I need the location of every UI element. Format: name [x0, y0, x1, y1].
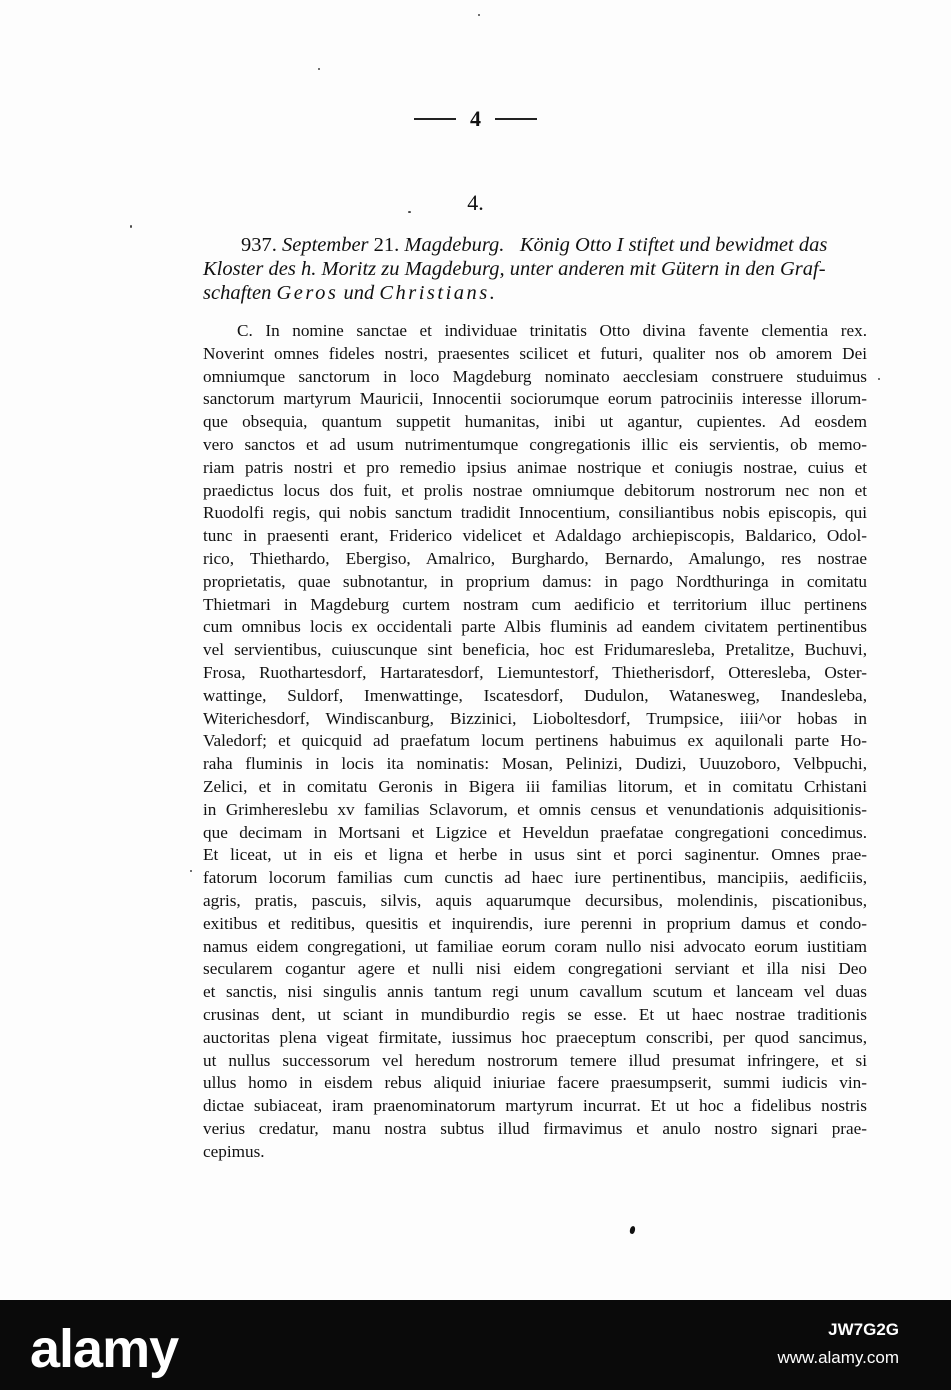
heading-summary-1: König Otto I stiftet und bewidmet das — [519, 234, 828, 256]
text-line: agris, pratis, pascuis, silvis, aquis aquarumque decursibus, molendinis, piscationibus, — [203, 890, 867, 910]
text-line: rico, Thiethardo, Ebergiso, Amalrico, Burghardo, Bernardo, Amalungo, res nostrae — [203, 548, 867, 568]
heading-line-1 — [203, 233, 867, 257]
text-line: cepimus. — [203, 1141, 265, 1161]
text-line: que decimam in Mortsani et Ligzice et Heveldun praefatae congregationi concedimus. — [203, 822, 867, 842]
text-line: proprietatis, quae subnotantur, in proprium damus: in pago Nordthuringa in comitatu — [203, 571, 867, 591]
text-line: dictae subiaceat, iram praenominatorum martyrum incurrat. Et ut hoc a fidelibus nostris — [203, 1096, 867, 1116]
stock-image-id: JW7G2G — [828, 1320, 899, 1339]
heading-day: 21. — [373, 234, 400, 256]
heading-line-2 — [203, 257, 867, 281]
text-line: et sanctis, nisi singulis annis tantum regi unum cavallum scutum et lanceam vel duas — [203, 982, 867, 1002]
text-line: omniumque sanctorum in loco Magdeburg nominato aecclesiam construere studuimus — [203, 366, 867, 386]
running-head — [0, 106, 951, 132]
text-line: C. In nomine sanctae et individuae trinitatis Otto divina favente clementia rex. — [237, 321, 867, 340]
text-line: vel servientibus, cuiuscunque sint beneficia, hoc est Fridumaresleba, Pretalitze, Buchuvi, — [203, 640, 867, 660]
heading-summary-3c: und — [343, 282, 375, 304]
heading-summary-2: Kloster des h. Moritz zu Magdeburg, unter anderen mit Gütern in den Graf- — [203, 258, 826, 280]
ink-mark — [629, 1225, 636, 1234]
heading-place: Magdeburg. — [404, 234, 505, 256]
scan-speck — [190, 870, 192, 872]
stock-url: www.alamy.com — [777, 1348, 899, 1367]
text-line: praedictus locus dos fuit, et prolis nostrae omniumque debitorum nostrorum nec non et — [203, 480, 867, 500]
text-line: tunc in praesenti erant, Friderico videlicet et Adaldago archiepiscopis, Baldarico, Odol- — [203, 526, 867, 546]
scan-speck — [878, 378, 880, 380]
heading-summary-3b: Geros — [276, 282, 339, 304]
text-line: Thietmari in Magdeburg curtem nostram cum aedificio et territorium illuc pertinens — [203, 594, 867, 614]
text-line: raha fluminis in locis ita nominatis: Mosan, Pelinizi, Dudizi, Uuuzoboro, Velbpuchi, — [203, 754, 867, 774]
text-line: secularem cogantur agere et nulli nisi eidem congregationi serviant et illa nisi Deo — [203, 959, 867, 979]
text-line: crusinas dent, ut sciant in mundiburdio regis se esse. Et ut haec nostrae traditionis — [203, 1004, 867, 1024]
text-line: fatorum locorum familias cum cunctis ad haec iure pertinentibus, mancipiis, aedificiis, — [203, 868, 867, 888]
text-line: auctoritas plena vigeat firmitate, iussimus hoc praeceptum conscribi, per quod sancimus, — [203, 1027, 867, 1047]
head-rule-right — [495, 118, 537, 120]
scan-speck — [130, 225, 132, 228]
text-line: Ruodolfi regis, qui nobis sanctum tradidit Innocentium, consiliantibus nobis episcopis, qui — [203, 503, 867, 523]
scan-speck — [478, 14, 480, 16]
watermark-bar — [0, 1300, 951, 1390]
scan-speck — [318, 68, 320, 70]
text-line: namus eidem congregationi, ut familiae eorum coram nullo nisi advocato eorum iustitiam — [203, 936, 867, 956]
text-line: que obsequia, quantum suppetit humanitas, inibi ut agantur, cupientes. Ad eosdem — [203, 412, 867, 432]
document-number: 4. — [467, 190, 484, 215]
heading-summary-3a: schaften — [203, 282, 272, 304]
text-line: cum omnibus locis ex occidentali parte Albis fluminis ad eandem civitatem pertinentibus — [203, 617, 867, 637]
head-rule-left — [414, 118, 456, 120]
text-line: ut nullus successorum vel heredum nostrorum temere illud presumat infringere, et si — [203, 1050, 867, 1070]
text-line: Noverint omnes fideles nostri, praesentes scilicet et futuri, qualiter nos ob amorem Dei — [203, 343, 867, 363]
charter-text — [203, 320, 867, 1163]
text-line: exitibus et reditibus, quesitis et inquirendis, iure perenni in proprium damus et condo- — [203, 913, 867, 933]
heading-line-3 — [203, 281, 867, 305]
text-line: vero sanctos et ad usum nutrimentumque congregationis illic eis servientis, ob memo- — [203, 434, 867, 454]
document-heading — [203, 233, 867, 305]
running-head-number: 4 — [470, 106, 481, 131]
text-line: ullus homo in eisdem rebus aliquid iniuriae facere praesumpserit, summi iudicis vin- — [203, 1073, 867, 1093]
text-line: in Grimhereslebu xv familias Sclavorum, et omnis census et venundationis adquisitionis- — [203, 799, 867, 819]
text-line: verius credatur, manu nostra subtus illud firmavimus et anulo nostro signari prae- — [203, 1118, 867, 1138]
text-line: Frosa, Ruothartesdorf, Hartaratesdorf, Liemuntestorf, Thietherisdorf, Otteresleba, Oster- — [203, 662, 867, 682]
text-line: Et liceat, ut in eis et ligna et herbe in usus sint et porci saginentur. Omnes prae- — [203, 845, 867, 865]
text-line: Zelici, et in comitatu Geronis in Bigera iii familias litorum, et in comitatu Crhistani — [203, 776, 867, 796]
alamy-logo: alamy — [30, 1319, 179, 1379]
text-line: sanctorum martyrum Mauricii, Innocentii sociorumque eorum patrociniis interesse illorum- — [203, 389, 867, 409]
text-line: wattinge, Suldorf, Imenwattinge, Iscatesdorf, Dudulon, Watanesweg, Inandesleba, — [203, 685, 867, 705]
text-line: riam patris nostri et pro remedio ipsius animae nostrique et coniugis nostrae, cuius et — [203, 457, 867, 477]
text-line: Witerichesdorf, Windiscanburg, Bizzinici, Lioboltesdorf, Trumpsice, iiii^or hobas in — [203, 708, 867, 728]
heading-month: September — [282, 234, 369, 256]
heading-year: 937. — [241, 234, 277, 256]
heading-summary-3d: Christians. — [379, 282, 498, 304]
text-line: Valedorf; et quicquid ad praefatum locum pertinens habuimus ex aquilonali parte Ho- — [203, 731, 867, 751]
